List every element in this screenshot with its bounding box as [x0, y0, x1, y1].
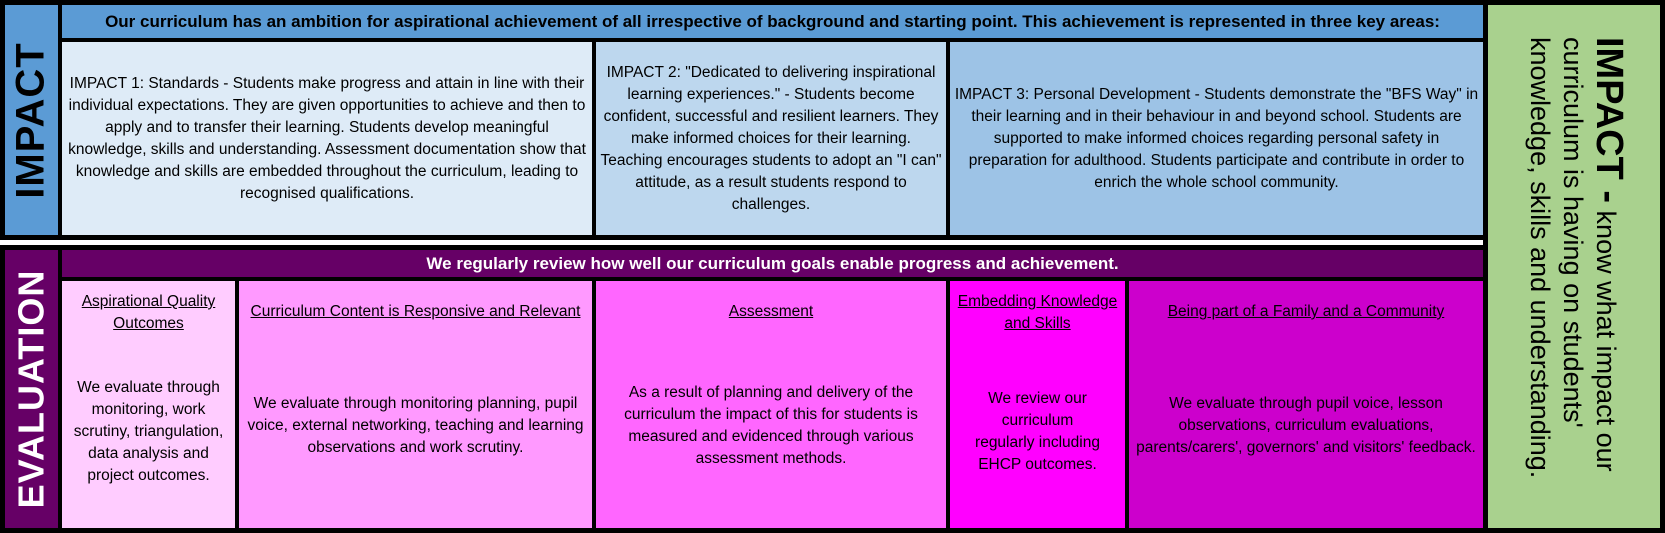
impact-cell-3-text: IMPACT 3: Personal Development - Students demonstrate the "BFS Way" in their learning and in their behaviour in and beyond school. Students are supported to make informed choices regarding personal safety in preparation for adulthood. Students participate and contribute in order to enrich the whole school community. — [954, 85, 1479, 191]
impact-cell-2-text: IMPACT 2: "Dedicated to delivering inspirational learning experiences." - Students become confident, successful and resilient learners. They make informed choices for their learning. Teaching encourages students to adopt an "I can" attitude, as a result students respond to challenges. — [600, 63, 942, 213]
impact-cell-2 — [596, 42, 946, 235]
evaluation-cell-5 — [1129, 281, 1483, 528]
evaluation-cell-2 — [239, 281, 592, 528]
evaluation-cell-4-text: We review our curriculum regularly including EHCP outcomes. — [975, 389, 1100, 473]
evaluation-cell-3 — [596, 281, 946, 528]
evaluation-cell-1 — [62, 281, 235, 528]
impact-side-label — [5, 5, 58, 235]
evaluation-cell-4-title: Embedding Knowledge and Skills — [957, 293, 1118, 332]
evaluation-header-text: We regularly review how well our curriculum goals enable progress and achievement. — [426, 253, 1119, 273]
impact-side-label-text: IMPACT — [9, 41, 54, 199]
impact-cell-1-text: IMPACT 1: Standards - Students make progress and attain in line with their individual expectations. They are given opportunities to achieve and then to apply and to transfer their learning. Students develop meaningful knowledge, skills and understanding. Assessment documentation show that knowledge and skills are embedded throughout the curriculum, leading to recognised qualifications. — [68, 74, 586, 202]
impact-summary-panel — [1488, 5, 1660, 528]
impact-summary-body: know what impact our curriculum is having on students' knowledge, skills and understanding. — [1525, 36, 1621, 478]
impact-summary-bold: IMPACT - — [1588, 36, 1630, 203]
evaluation-cell-1-text: We evaluate through monitoring, work scrutiny, triangulation, data analysis and project outcomes. — [73, 378, 224, 484]
evaluation-cell-2-title: Curriculum Content is Responsive and Relevant — [250, 303, 581, 320]
evaluation-side-label-text: EVALUATION — [10, 269, 52, 509]
evaluation-cell-4 — [950, 281, 1125, 528]
evaluation-cell-1-title: Aspirational Quality Outcomes — [81, 293, 216, 332]
impact-cell-3 — [950, 42, 1483, 235]
impact-summary-text — [1523, 36, 1630, 497]
evaluation-header — [62, 250, 1483, 277]
evaluation-side-label — [5, 250, 58, 528]
evaluation-cell-3-title: Assessment — [728, 303, 814, 320]
impact-header-text: Our curriculum has an ambition for aspirational achievement of all irrespective of background and starting point. This achievement is represented in three key areas: — [105, 11, 1440, 31]
impact-cell-1 — [62, 42, 592, 235]
evaluation-cell-5-title: Being part of a Family and a Community — [1167, 303, 1445, 320]
evaluation-cell-2-text: We evaluate through monitoring planning, pupil voice, external networking, teaching and learning observations and work scrutiny. — [247, 394, 584, 456]
impact-header — [62, 5, 1483, 38]
evaluation-cell-5-text: We evaluate through pupil voice, lesson observations, curriculum evaluations, parents/carers', governors' and visitors' feedback. — [1136, 394, 1476, 456]
evaluation-cell-3-text: As a result of planning and delivery of the curriculum the impact of this for students is measured and evidenced through various assessment methods. — [624, 383, 918, 467]
